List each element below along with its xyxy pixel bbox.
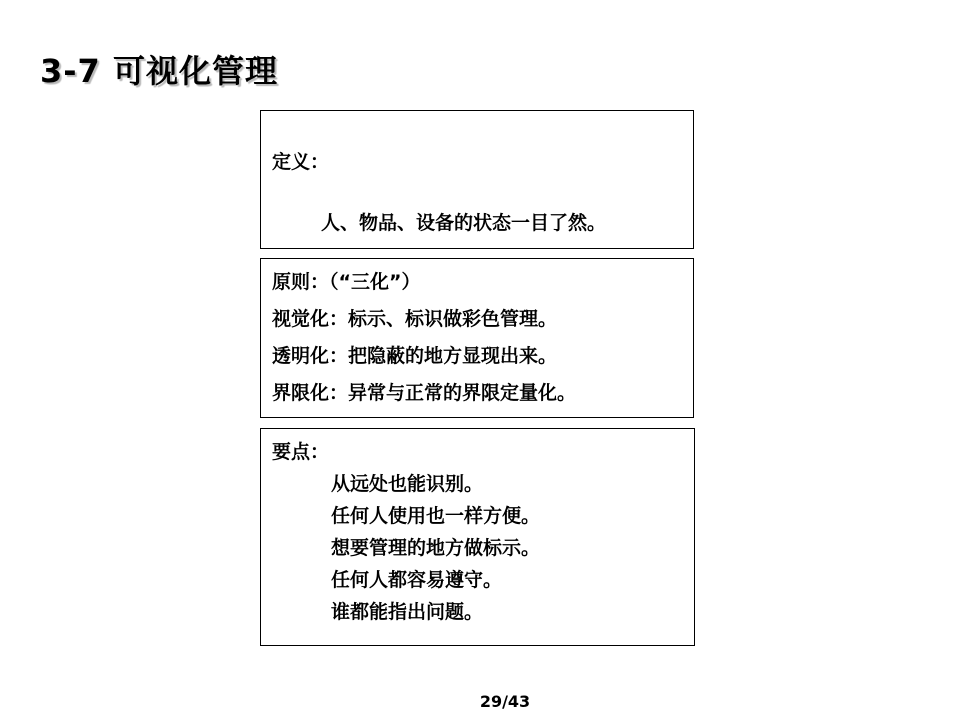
- definition-label: 定义：: [272, 151, 330, 173]
- principle-item-transparent: 透明化：把隐蔽的地方显现出来。: [272, 345, 558, 367]
- principles-box: [260, 258, 694, 418]
- key-points-heading: 要点：: [272, 441, 330, 463]
- slide-title: 3-7 可视化管理: [40, 52, 278, 90]
- definition-text: 人、物品、设备的状态一目了然。: [321, 212, 607, 234]
- principle-item-boundary: 界限化：异常与正常的界限定量化。: [272, 382, 577, 404]
- key-point-item: 想要管理的地方做标示。: [331, 537, 541, 559]
- key-points-box: [260, 428, 695, 646]
- principle-item-visual: 视觉化：标示、标识做彩色管理。: [272, 308, 558, 330]
- key-point-item: 任何人都容易遵守。: [331, 569, 503, 591]
- definition-box: [260, 110, 694, 249]
- page-number: 29/43: [479, 692, 531, 711]
- key-point-item: 谁都能指出问题。: [331, 601, 484, 623]
- principles-heading: 原则：（“三化”）: [272, 271, 421, 293]
- key-point-item: 任何人使用也一样方便。: [331, 505, 541, 527]
- key-point-item: 从远处也能识别。: [331, 473, 484, 495]
